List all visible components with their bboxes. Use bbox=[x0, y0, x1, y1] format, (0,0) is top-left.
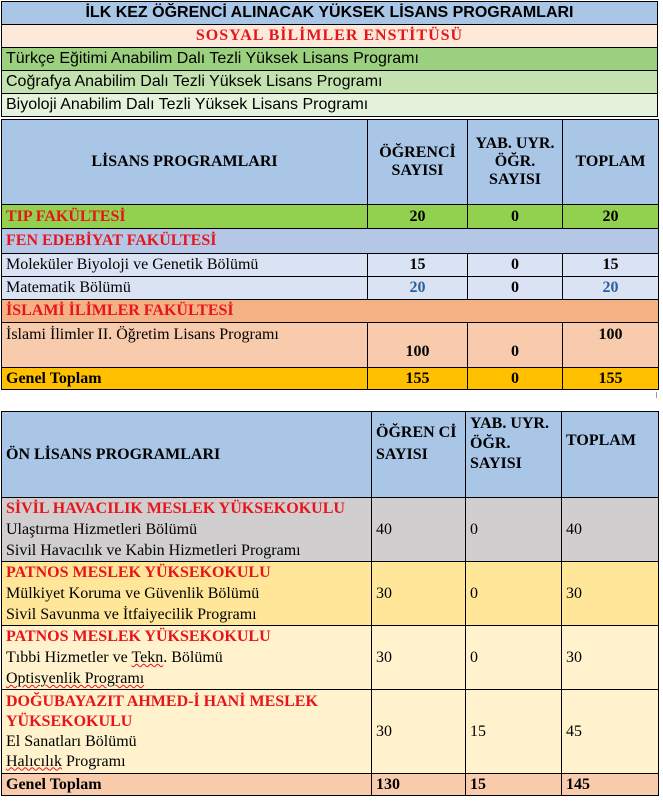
graduate-program: Coğrafya Anabilim Dalı Tezli Yüksek Lisans Programı bbox=[2, 71, 658, 94]
page-title: İLK KEZ ÖĞRENCİ ALINACAK YÜKSEK LİSANS PROGRAMLARI bbox=[2, 2, 658, 25]
students-value: 20 bbox=[368, 205, 468, 229]
divider bbox=[656, 392, 657, 398]
foreign-value: 0 bbox=[468, 368, 563, 390]
students-value: 30 bbox=[372, 562, 466, 626]
students-value: 30 bbox=[372, 626, 466, 690]
foreign-value: 0 bbox=[466, 626, 562, 690]
graduate-program: Biyoloji Anabilim Dalı Tezli Yüksek Lisans Programı bbox=[2, 94, 658, 117]
total-value: 20 bbox=[563, 205, 659, 229]
school-name: DOĞUBAYAZIT AHMED-İ HANİ MESLEK YÜKSEKOKULU bbox=[6, 692, 318, 730]
grand-total-label: Genel Toplam bbox=[2, 368, 368, 390]
institute-header: SOSYAL BİLİMLER ENSTİTÜSÜ bbox=[2, 25, 658, 48]
foreign-value: 0 bbox=[466, 562, 562, 626]
foreign-value: 15 bbox=[466, 690, 562, 774]
program-name: İslami İlimler II. Öğretim Lisans Programı bbox=[2, 323, 368, 368]
total-value: 100 bbox=[563, 323, 659, 368]
department-name: Mülkiyet Koruma ve Güvenlik Bölümü bbox=[6, 585, 260, 602]
header-total: TOPLAM bbox=[563, 120, 659, 205]
header-students: ÖĞRENCİ SAYISI bbox=[368, 120, 468, 205]
program-name: Sivil Havacılık ve Kabin Hizmetleri Programı bbox=[6, 542, 301, 559]
grand-total-label: Genel Toplam bbox=[2, 774, 372, 796]
program-name: Optisyenlik Programı bbox=[6, 670, 145, 687]
total-value: 20 bbox=[563, 277, 659, 300]
program-name: Sivil Savunma ve İtfaiyecilik Programı bbox=[6, 606, 257, 623]
foreign-value: 0 bbox=[468, 205, 563, 229]
program-name: Moleküler Biyoloji ve Genetik Bölümü bbox=[2, 254, 368, 277]
header-students: ÖĞREN Cİ SAYISI bbox=[372, 412, 466, 498]
onlisans-table bbox=[1, 411, 659, 796]
department-name: Tıbbi Hizmetler ve Tekn. Bölümü bbox=[6, 649, 223, 666]
students-value: 100 bbox=[368, 323, 468, 368]
graduate-programs-table bbox=[1, 1, 658, 117]
students-value: 130 bbox=[372, 774, 466, 796]
students-value: 15 bbox=[368, 254, 468, 277]
total-value: 15 bbox=[563, 254, 659, 277]
total-value: 30 bbox=[562, 626, 659, 690]
students-value: 30 bbox=[372, 690, 466, 774]
foreign-value: 0 bbox=[468, 254, 563, 277]
faculty-name: İSLAMİ İLİMLER FAKÜLTESİ bbox=[2, 300, 659, 323]
program-name: Matematik Bölümü bbox=[2, 277, 368, 300]
total-value: 45 bbox=[562, 690, 659, 774]
students-value: 20 bbox=[368, 277, 468, 300]
header-total: TOPLAM bbox=[562, 412, 659, 498]
total-value: 145 bbox=[562, 774, 659, 796]
total-value: 155 bbox=[563, 368, 659, 390]
students-value: 40 bbox=[372, 498, 466, 562]
foreign-value: 0 bbox=[466, 498, 562, 562]
program-name: Halıcılık Programı bbox=[6, 752, 126, 770]
students-value: 155 bbox=[368, 368, 468, 390]
foreign-value: 0 bbox=[468, 277, 563, 300]
lisans-table bbox=[1, 119, 659, 390]
department-name: Ulaştırma Hizmetleri Bölümü bbox=[6, 521, 198, 538]
header-programs: ÖN LİSANS PROGRAMLARI bbox=[2, 412, 372, 498]
foreign-value: 0 bbox=[468, 323, 563, 368]
header-programs: LİSANS PROGRAMLARI bbox=[2, 120, 368, 205]
graduate-program: Türkçe Eğitimi Anabilim Dalı Tezli Yüksek Lisans Programı bbox=[2, 48, 658, 71]
total-value: 40 bbox=[562, 498, 659, 562]
total-value: 30 bbox=[562, 562, 659, 626]
department-name: El Sanatları Bölümü bbox=[6, 732, 137, 750]
school-name: PATNOS MESLEK YÜKSEKOKULU bbox=[6, 628, 271, 645]
header-foreign: YAB. UYR. ÖĞR. SAYISI bbox=[468, 120, 563, 205]
foreign-value: 15 bbox=[466, 774, 562, 796]
header-foreign: YAB. UYR. ÖĞR. SAYISI bbox=[466, 412, 562, 498]
school-name: SİVİL HAVACILIK MESLEK YÜKSEKOKULU bbox=[6, 500, 345, 517]
faculty-name: TIP FAKÜLTESİ bbox=[2, 205, 368, 229]
faculty-name: FEN EDEBİYAT FAKÜLTESİ bbox=[2, 229, 659, 254]
school-name: PATNOS MESLEK YÜKSEKOKULU bbox=[6, 564, 271, 581]
